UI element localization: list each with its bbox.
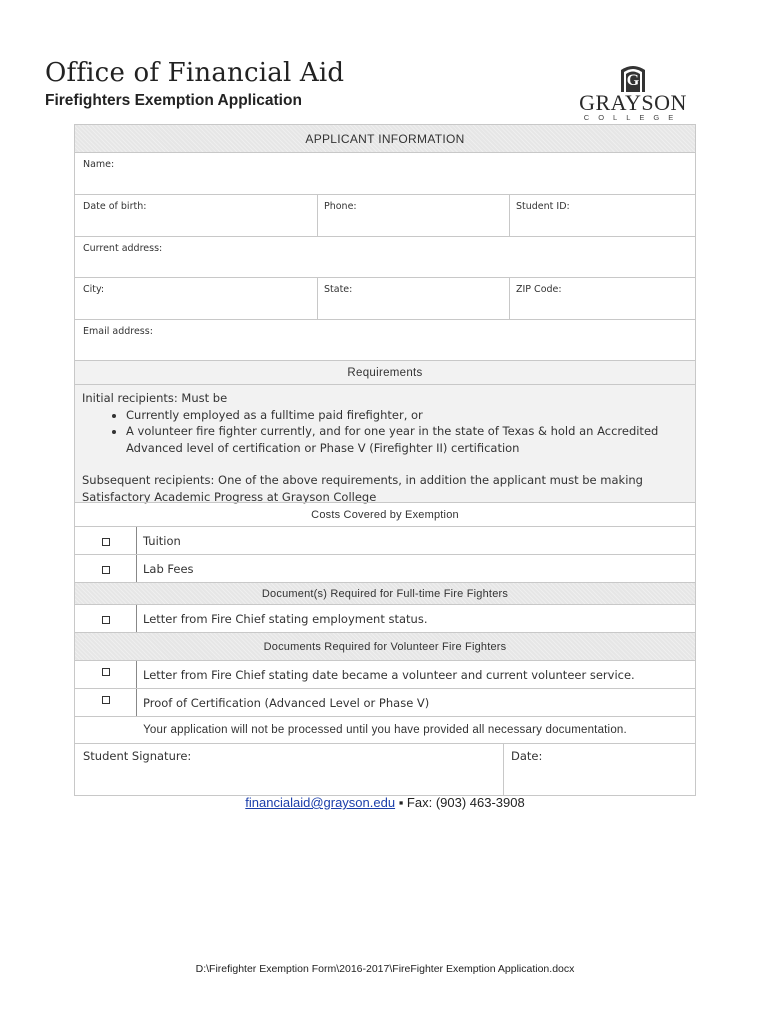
email-label: Email address:	[83, 326, 153, 337]
phone-field[interactable]	[317, 195, 510, 236]
dob-field[interactable]	[75, 195, 317, 236]
costs-title: Costs Covered by Exemption	[311, 509, 459, 521]
city-field[interactable]	[75, 278, 317, 319]
cost-item-lab-fees	[75, 554, 695, 582]
requirement-item: • Currently employed as a fulltime paid firefighter, or	[126, 407, 687, 424]
requirements-header	[75, 360, 695, 384]
cost-item-tuition	[75, 526, 695, 554]
volunteer-docs-title: Documents Required for Volunteer Fire Fighters	[263, 641, 507, 653]
requirement-item: • A volunteer fire fighter currently, and for one year in the state of Texas & hold an Accredited Advanced level of certification or Phase V (Firefighter II) certification	[126, 423, 687, 456]
address-field[interactable]	[75, 236, 695, 277]
state-label: State:	[324, 284, 353, 295]
volunteer-docs-header	[75, 632, 695, 660]
email-field[interactable]	[75, 319, 695, 360]
subsequent-recipients-text: Subsequent recipients: One of the above requirements, in addition the applicant must be making Satisfactory Academic Progress at Grayson College	[82, 473, 643, 504]
student-id-label: Student ID:	[516, 201, 570, 212]
form-title: Firefighters Exemption Application	[45, 92, 302, 109]
financial-aid-email-link[interactable]: financialaid@grayson.edu	[245, 795, 396, 810]
initial-recipients-text: Initial recipients: Must be	[82, 391, 228, 405]
applicant-info-header	[75, 124, 695, 152]
fulltime-docs-title: Document(s) Required for Full-time Fire Fighters	[261, 588, 509, 600]
volunteer-doc-item-certification	[75, 688, 695, 716]
city-label: City:	[83, 284, 105, 295]
zip-field[interactable]	[509, 278, 695, 319]
phone-label: Phone:	[324, 201, 357, 212]
application-form	[74, 124, 696, 796]
dob-phone-id-row	[75, 194, 695, 236]
office-title: Office of Financial Aid	[45, 58, 345, 88]
certification-checkbox[interactable]	[102, 696, 110, 704]
processing-notice	[75, 716, 695, 743]
volunteer-doc-item-letter	[75, 660, 695, 688]
lab-fees-checkbox[interactable]	[102, 566, 110, 574]
name-field[interactable]	[75, 152, 695, 194]
state-field[interactable]	[317, 278, 510, 319]
fulltime-letter-label: Letter from Fire Chief stating employment status.	[143, 612, 428, 626]
signature-row	[75, 743, 695, 795]
lab-fees-label: Lab Fees	[143, 562, 194, 576]
volunteer-letter-checkbox[interactable]	[102, 668, 110, 676]
zip-label: ZIP Code:	[516, 284, 562, 295]
city-state-zip-row	[75, 277, 695, 319]
fulltime-letter-checkbox[interactable]	[102, 616, 110, 624]
requirements-body	[75, 384, 695, 502]
name-label: Name:	[83, 159, 115, 170]
tuition-label: Tuition	[143, 534, 181, 548]
document-path: D:\Firefighter Exemption Form\2016-2017\FireFighter Exemption Application.docx	[195, 963, 575, 975]
contact-line	[0, 795, 770, 810]
fulltime-docs-header	[75, 582, 695, 604]
requirements-title: Requirements	[347, 367, 423, 379]
fulltime-doc-item	[75, 604, 695, 632]
address-label: Current address:	[83, 243, 163, 254]
processing-notice-text: Your application will not be processed until you have provided all necessary documentation.	[143, 724, 627, 736]
date-field[interactable]	[503, 744, 695, 795]
student-id-field[interactable]	[509, 195, 695, 236]
date-label: Date:	[511, 749, 543, 763]
costs-header	[75, 502, 695, 526]
student-signature-field[interactable]	[75, 744, 503, 795]
dob-label: Date of birth:	[83, 201, 147, 212]
fax-text: ▪ Fax: (903) 463-3908	[398, 795, 525, 810]
logo-name: GRAYSON	[579, 90, 687, 115]
applicant-info-title: APPLICANT INFORMATION	[305, 132, 465, 146]
grayson-logo	[578, 62, 688, 124]
volunteer-letter-label: Letter from Fire Chief stating date became a volunteer and current volunteer service.	[143, 668, 635, 682]
logo-subtitle: COLLEGE	[583, 113, 683, 122]
requirements-list	[82, 407, 687, 457]
tuition-checkbox[interactable]	[102, 538, 110, 546]
certification-label: Proof of Certification (Advanced Level or Phase V)	[143, 696, 430, 710]
student-signature-label: Student Signature:	[83, 749, 192, 763]
logo-emblem-letter: G	[626, 72, 640, 88]
